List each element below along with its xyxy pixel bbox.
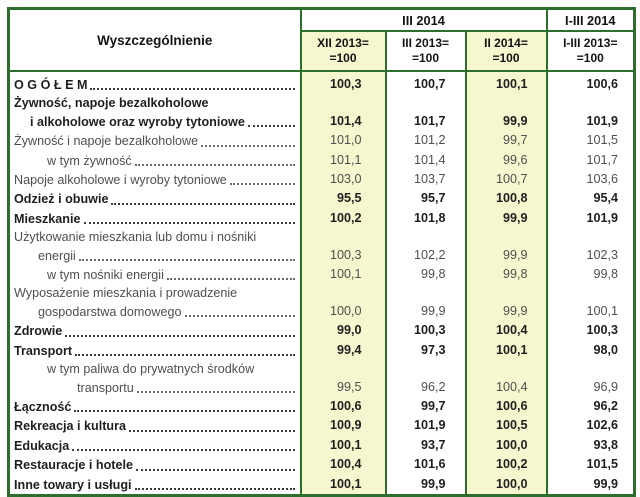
value-cell: 99,8 bbox=[386, 265, 466, 284]
row-label bbox=[9, 71, 301, 94]
value-cell: 100,2 bbox=[301, 209, 386, 228]
row-label-text: Mieszkanie bbox=[14, 211, 81, 226]
value-cell: 100,4 bbox=[466, 360, 547, 397]
value-cell: 100,3 bbox=[547, 321, 635, 340]
row-label bbox=[9, 131, 301, 150]
value-cell: 100,4 bbox=[466, 321, 547, 340]
value-cell: 103,7 bbox=[386, 170, 466, 189]
table-row bbox=[9, 321, 635, 340]
dotted-leader bbox=[248, 125, 295, 127]
value-cell: 100,0 bbox=[301, 284, 386, 321]
row-label bbox=[9, 341, 301, 360]
table-row bbox=[9, 436, 635, 455]
row-label-text: Rekreacja i kultura bbox=[14, 419, 127, 434]
value-cell: 100,6 bbox=[466, 397, 547, 416]
base-period-line2: =100 bbox=[411, 51, 440, 65]
table-row bbox=[9, 284, 635, 321]
dotted-leader bbox=[136, 469, 295, 471]
value-cell: 102,3 bbox=[547, 228, 635, 265]
col-header-i-iii-2013-base bbox=[547, 31, 635, 71]
value-cell: 100,4 bbox=[301, 455, 386, 474]
row-label bbox=[9, 436, 301, 455]
dotted-leader bbox=[65, 335, 294, 337]
row-label-text: Inne towary i usługi bbox=[14, 477, 132, 492]
row-label-text: Edukacja bbox=[14, 438, 70, 453]
row-label bbox=[9, 416, 301, 435]
row-label-text: Użytkowanie mieszkania lub domu i nośniki bbox=[14, 230, 257, 245]
value-cell: 101,0 bbox=[301, 131, 386, 150]
col-header-specification: Wyszczególnienie bbox=[9, 9, 301, 72]
table-row bbox=[9, 189, 635, 208]
row-label bbox=[9, 94, 301, 131]
value-cell: 100,2 bbox=[466, 455, 547, 474]
col-header-i-iii-2014: I-III 2014 bbox=[547, 9, 635, 32]
base-period-line1: III 2013= bbox=[401, 36, 450, 50]
row-label bbox=[9, 321, 301, 340]
value-cell: 99,8 bbox=[547, 265, 635, 284]
base-period-line2: =100 bbox=[492, 51, 520, 65]
price-indices-table bbox=[7, 7, 636, 497]
table-row bbox=[9, 151, 635, 170]
dotted-leader bbox=[75, 354, 294, 356]
value-cell: 101,9 bbox=[386, 416, 466, 435]
row-label bbox=[9, 284, 301, 321]
value-cell: 101,8 bbox=[386, 209, 466, 228]
value-cell: 100,5 bbox=[466, 416, 547, 435]
col-header-xii-2013-base bbox=[301, 31, 386, 71]
row-label-text: w tym paliwa do prywatnych środków bbox=[47, 362, 255, 377]
value-cell: 101,5 bbox=[547, 131, 635, 150]
row-label bbox=[9, 265, 301, 284]
row-label-text: i alkoholowe oraz wyroby tytoniowe bbox=[30, 114, 245, 129]
value-cell: 101,6 bbox=[386, 455, 466, 474]
value-cell: 101,1 bbox=[301, 151, 386, 170]
value-cell: 100,3 bbox=[301, 228, 386, 265]
value-cell: 100,1 bbox=[301, 436, 386, 455]
row-label bbox=[9, 397, 301, 416]
value-cell: 99,9 bbox=[386, 475, 466, 496]
value-cell: 102,6 bbox=[547, 416, 635, 435]
value-cell: 99,4 bbox=[301, 341, 386, 360]
row-label-text: Wyposażenie mieszkania i prowadzenie bbox=[14, 286, 238, 301]
value-cell: 100,9 bbox=[301, 416, 386, 435]
base-period-line2: =100 bbox=[576, 51, 604, 65]
table-row bbox=[9, 170, 635, 189]
table-row bbox=[9, 341, 635, 360]
value-cell: 99,9 bbox=[386, 284, 466, 321]
header-group-row bbox=[9, 9, 635, 32]
row-label-text: Łączność bbox=[14, 399, 72, 414]
row-label-text: w tym nośniki energii bbox=[47, 268, 164, 283]
row-label bbox=[9, 455, 301, 474]
value-cell: 103,6 bbox=[547, 170, 635, 189]
value-cell: 98,0 bbox=[547, 341, 635, 360]
value-cell: 100,1 bbox=[301, 265, 386, 284]
base-period-line1: XII 2013= bbox=[317, 36, 369, 50]
value-cell: 101,9 bbox=[547, 209, 635, 228]
value-cell: 99,9 bbox=[466, 228, 547, 265]
value-cell: 99,7 bbox=[386, 397, 466, 416]
dotted-leader bbox=[72, 449, 294, 451]
row-label-text: Napoje alkoholowe i wyroby tytoniowe bbox=[14, 173, 227, 188]
value-cell: 95,7 bbox=[386, 189, 466, 208]
value-cell: 100,1 bbox=[466, 71, 547, 94]
table-row bbox=[9, 71, 635, 94]
value-cell: 93,8 bbox=[547, 436, 635, 455]
dotted-leader bbox=[167, 278, 295, 280]
dotted-leader bbox=[135, 164, 295, 166]
value-cell: 100,1 bbox=[301, 475, 386, 496]
value-cell: 100,0 bbox=[466, 436, 547, 455]
value-cell: 99,6 bbox=[466, 151, 547, 170]
table-row bbox=[9, 265, 635, 284]
value-cell: 100,8 bbox=[466, 189, 547, 208]
value-cell: 99,9 bbox=[466, 209, 547, 228]
table-row bbox=[9, 416, 635, 435]
value-cell: 99,7 bbox=[466, 131, 547, 150]
value-cell: 99,9 bbox=[466, 94, 547, 131]
value-cell: 101,4 bbox=[386, 151, 466, 170]
value-cell: 103,0 bbox=[301, 170, 386, 189]
value-cell: 99,9 bbox=[466, 284, 547, 321]
row-label bbox=[9, 189, 301, 208]
table-row bbox=[9, 228, 635, 265]
row-label-text: gospodarstwa domowego bbox=[38, 304, 182, 319]
dotted-leader bbox=[185, 315, 295, 317]
row-label bbox=[9, 360, 301, 397]
value-cell: 100,3 bbox=[386, 321, 466, 340]
value-cell: 95,4 bbox=[547, 189, 635, 208]
row-label-text: Transport bbox=[14, 343, 73, 358]
row-label-text: Zdrowie bbox=[14, 324, 63, 339]
value-cell: 96,9 bbox=[547, 360, 635, 397]
value-cell: 99,0 bbox=[301, 321, 386, 340]
row-label bbox=[9, 228, 301, 265]
value-cell: 100,1 bbox=[547, 284, 635, 321]
dotted-leader bbox=[129, 430, 294, 432]
value-cell: 101,5 bbox=[547, 455, 635, 474]
value-cell: 99,8 bbox=[466, 265, 547, 284]
dotted-leader bbox=[137, 391, 295, 393]
dotted-leader bbox=[84, 222, 295, 224]
dotted-leader bbox=[90, 88, 294, 90]
value-cell: 99,5 bbox=[301, 360, 386, 397]
value-cell: 96,2 bbox=[547, 397, 635, 416]
row-label-text: Odzież i obuwie bbox=[14, 192, 109, 207]
value-cell: 101,4 bbox=[301, 94, 386, 131]
value-cell: 93,7 bbox=[386, 436, 466, 455]
row-label-text: w tym żywność bbox=[47, 153, 132, 168]
value-cell: 97,3 bbox=[386, 341, 466, 360]
col-header-ii-2014-base bbox=[466, 31, 547, 71]
value-cell: 101,7 bbox=[547, 151, 635, 170]
table-row bbox=[9, 397, 635, 416]
table-row bbox=[9, 94, 635, 131]
value-cell: 100,7 bbox=[386, 71, 466, 94]
table-row bbox=[9, 131, 635, 150]
value-cell: 100,1 bbox=[466, 341, 547, 360]
base-period-line1: II 2014= bbox=[484, 36, 528, 50]
row-label-text: Żywność i napoje bezalkoholowe bbox=[14, 134, 199, 149]
row-label bbox=[9, 151, 301, 170]
table-row bbox=[9, 360, 635, 397]
value-cell: 101,2 bbox=[386, 131, 466, 150]
dotted-leader bbox=[230, 183, 295, 185]
row-label-text: Żywność, napoje bezalkoholowe bbox=[14, 96, 209, 111]
value-cell: 100,6 bbox=[301, 397, 386, 416]
table-row bbox=[9, 455, 635, 474]
value-cell: 100,7 bbox=[466, 170, 547, 189]
dotted-leader bbox=[135, 488, 295, 490]
value-cell: 100,0 bbox=[466, 475, 547, 496]
value-cell: 100,6 bbox=[547, 71, 635, 94]
base-period-line2: =100 bbox=[329, 51, 357, 65]
dotted-leader bbox=[79, 259, 295, 261]
value-cell: 96,2 bbox=[386, 360, 466, 397]
col-header-iii-2014: III 2014 bbox=[301, 9, 547, 32]
value-cell: 102,2 bbox=[386, 228, 466, 265]
row-label-text: transportu bbox=[77, 380, 134, 395]
value-cell: 95,5 bbox=[301, 189, 386, 208]
col-header-iii-2013-base bbox=[386, 31, 466, 71]
table-row bbox=[9, 209, 635, 228]
dotted-leader bbox=[111, 203, 294, 205]
row-label bbox=[9, 170, 301, 189]
dotted-leader bbox=[201, 145, 294, 147]
table-body bbox=[9, 71, 635, 495]
dotted-leader bbox=[74, 410, 294, 412]
value-cell: 101,7 bbox=[386, 94, 466, 131]
base-period-line1: I-III 2013= bbox=[563, 36, 618, 50]
row-label-text: Restauracje i hotele bbox=[14, 458, 133, 473]
row-label-text: O G Ó Ł E M bbox=[14, 78, 88, 92]
row-label-text: energii bbox=[38, 248, 76, 263]
row-label bbox=[9, 209, 301, 228]
table-header bbox=[9, 9, 635, 72]
value-cell: 99,9 bbox=[547, 475, 635, 496]
value-cell: 101,9 bbox=[547, 94, 635, 131]
value-cell: 100,3 bbox=[301, 71, 386, 94]
